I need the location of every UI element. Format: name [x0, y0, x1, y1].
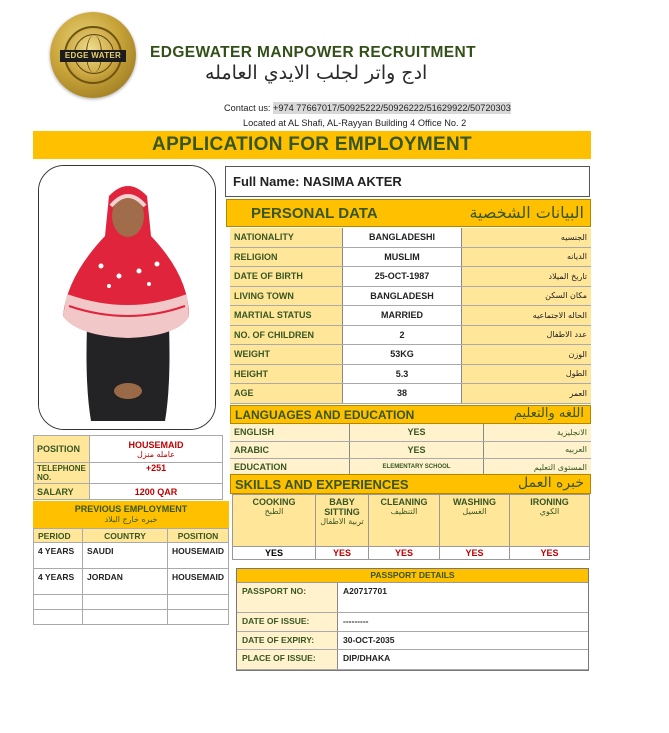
- position-label: POSITION: [34, 436, 90, 463]
- skills-header: [230, 474, 591, 494]
- employment-country: JORDAN: [83, 569, 168, 595]
- skills-title-en: SKILLS AND EXPERIENCES: [235, 477, 409, 492]
- field-label: NO. OF CHILDREN: [230, 325, 343, 345]
- language-value: ELEMENTARY SCHOOL: [350, 459, 484, 477]
- passport-details: [236, 568, 589, 671]
- language-value: YES: [350, 424, 484, 441]
- language-row: [230, 424, 591, 441]
- skill-label-ar: التنظيف: [390, 507, 418, 516]
- passport-details-header: PASSPORT DETAILS: [237, 569, 588, 583]
- empty-cell: [83, 610, 168, 625]
- language-value: YES: [350, 441, 484, 459]
- employment-period: 4 YEARS: [34, 543, 83, 569]
- full-name: Full Name: NASIMA AKTER: [225, 166, 590, 197]
- field-value: MARRIED: [343, 306, 462, 326]
- empty-cell: [34, 610, 83, 625]
- field-label: MARTIAL STATUS: [230, 306, 343, 326]
- personal-data-row: [230, 384, 591, 404]
- field-label-ar: العمر: [462, 384, 592, 404]
- employment-row-empty: [34, 595, 229, 610]
- passport-row: [237, 631, 588, 649]
- passport-table: [237, 583, 588, 670]
- skill-value: YES: [510, 547, 590, 560]
- field-label-ar: الديانه: [462, 247, 592, 267]
- passport-value: A20717701: [338, 583, 589, 612]
- skill-label-ar: تربية الاطفال: [320, 517, 364, 526]
- skill-header: [233, 495, 316, 547]
- field-value: BANGLADESH: [343, 286, 462, 306]
- field-value: 5.3: [343, 364, 462, 384]
- passport-row: [237, 612, 588, 631]
- field-label: LIVING TOWN: [230, 286, 343, 306]
- column-header-position: POSITION: [168, 529, 229, 543]
- column-header-period: PERIOD: [34, 529, 83, 543]
- languages-title-en: LANGUAGES AND EDUCATION: [235, 408, 415, 422]
- skill-header: [440, 495, 510, 547]
- position-value: [90, 436, 223, 463]
- field-value: 2: [343, 325, 462, 345]
- previous-employment-title-en: PREVIOUS EMPLOYMENT: [74, 504, 188, 514]
- employment-row-empty: [34, 610, 229, 625]
- skill-label-ar: الكوي: [539, 507, 560, 516]
- job-info-table: [33, 435, 223, 500]
- applicant-photo-illustration: [39, 166, 216, 430]
- field-label-ar: الجنسيه: [462, 228, 592, 247]
- employment-row: [34, 569, 229, 595]
- language-label: ENGLISH: [230, 424, 350, 441]
- personal-data-title-en: PERSONAL DATA: [251, 205, 378, 222]
- languages-header: [230, 405, 591, 424]
- employment-row: [34, 543, 229, 569]
- logo-text: EDGE WATER: [60, 50, 126, 62]
- salary-label: SALARY: [34, 484, 90, 500]
- company-name-en: EDGEWATER MANPOWER RECRUITMENT: [150, 44, 477, 61]
- skill-header: [316, 495, 369, 547]
- company-logo: [50, 12, 136, 98]
- field-label: AGE: [230, 384, 343, 404]
- personal-data-title-ar: البيانات الشخصية: [469, 203, 584, 222]
- language-label-ar: العربيه: [484, 441, 592, 459]
- field-value: 38: [343, 384, 462, 404]
- field-label-ar: عدد الاطفال: [462, 325, 592, 345]
- skill-value: YES: [233, 547, 316, 560]
- employment-country: SAUDI: [83, 543, 168, 569]
- field-value: 25-OCT-1987: [343, 267, 462, 287]
- field-label-ar: مكان السكن: [462, 286, 592, 306]
- salary-value: 1200 QAR: [90, 484, 223, 500]
- language-row: [230, 441, 591, 459]
- field-value: MUSLIM: [343, 247, 462, 267]
- position-value-en: HOUSEMAID: [128, 439, 184, 450]
- skill-label: BABY SITTING: [324, 497, 360, 517]
- personal-data-row: [230, 306, 591, 326]
- title-bar: [33, 131, 591, 159]
- column-header-country: COUNTRY: [83, 529, 168, 543]
- contact-numbers: +974 77667017/50925222/50926222/51629922/50720303: [273, 103, 511, 113]
- field-label: WEIGHT: [230, 345, 343, 365]
- previous-employment-header: [33, 501, 229, 528]
- previous-employment-table: [33, 528, 229, 625]
- passport-value: 30-OCT-2035: [338, 631, 589, 649]
- skill-value: YES: [369, 547, 440, 560]
- field-value: 53KG: [343, 345, 462, 365]
- passport-label: PASSPORT NO:: [237, 583, 338, 612]
- personal-data-table: [230, 228, 591, 404]
- skill-value: YES: [440, 547, 510, 560]
- language-label: ARABIC: [230, 441, 350, 459]
- telephone-label: TELEPHONE NO.: [34, 463, 90, 484]
- skill-label: WASHING: [452, 497, 496, 507]
- passport-label: DATE OF ISSUE:: [237, 612, 338, 631]
- language-label-ar: الانجليزية: [484, 424, 592, 441]
- telephone-value: +251: [90, 463, 223, 484]
- empty-cell: [83, 595, 168, 610]
- passport-value: DIP/DHAKA: [338, 649, 589, 669]
- skill-header: [369, 495, 440, 547]
- personal-data-row: [230, 267, 591, 287]
- languages-title-ar: اللغه والتعليم: [513, 406, 584, 421]
- personal-data-row: [230, 286, 591, 306]
- languages-table: [230, 424, 591, 477]
- logo-seal: [64, 26, 122, 84]
- previous-employment-title-ar: خبره خارج البلاد: [104, 515, 158, 524]
- field-label: HEIGHT: [230, 364, 343, 384]
- skills-title-ar: خبره العمل: [518, 475, 584, 491]
- passport-label: DATE OF EXPIRY:: [237, 631, 338, 649]
- employment-position: HOUSEMAID: [168, 569, 229, 595]
- field-label-ar: تاريخ الميلاد: [462, 267, 592, 287]
- contact-label: Contact us:: [224, 103, 274, 113]
- field-label: RELIGION: [230, 247, 343, 267]
- address: Located at AL Shafi, AL-Rayyan Building 4 Office No. 2: [243, 118, 467, 128]
- contact-line: [224, 103, 511, 113]
- passport-row: [237, 649, 588, 669]
- field-label: DATE OF BIRTH: [230, 267, 343, 287]
- employment-position: HOUSEMAID: [168, 543, 229, 569]
- applicant-photo: [38, 165, 216, 430]
- field-label: NATIONALITY: [230, 228, 343, 247]
- personal-data-row: [230, 247, 591, 267]
- language-label-ar: المستوى التعليم: [484, 459, 592, 477]
- skill-label: IRONING: [530, 497, 569, 507]
- empty-cell: [34, 595, 83, 610]
- position-value-ar: عامله منزل: [137, 449, 175, 459]
- empty-cell: [168, 595, 229, 610]
- personal-data-row: [230, 228, 591, 247]
- skill-label-ar: الطبخ: [264, 507, 284, 516]
- employment-period: 4 YEARS: [34, 569, 83, 595]
- skill-value: YES: [316, 547, 369, 560]
- page-title: APPLICATION FOR EMPLOYMENT: [152, 134, 472, 155]
- empty-cell: [168, 610, 229, 625]
- passport-label: PLACE OF ISSUE:: [237, 649, 338, 669]
- field-label-ar: الطول: [462, 364, 592, 384]
- personal-data-row: [230, 345, 591, 365]
- passport-value: ---------: [338, 612, 589, 631]
- passport-row: [237, 583, 588, 612]
- skill-label: CLEANING: [380, 497, 428, 507]
- personal-data-header: [226, 199, 591, 227]
- company-name-ar: ادج واتر لجلب الايدي العامله: [205, 62, 428, 84]
- field-label-ar: الحاله الاجتماعيه: [462, 306, 592, 326]
- skill-label: COOKING: [252, 497, 296, 507]
- skill-header: [510, 495, 590, 547]
- field-label-ar: الوزن: [462, 345, 592, 365]
- language-label: EDUCATION: [230, 459, 350, 477]
- personal-data-row: [230, 325, 591, 345]
- personal-data-row: [230, 364, 591, 384]
- field-value: BANGLADESHI: [343, 228, 462, 247]
- skill-label-ar: الغسيل: [462, 507, 487, 516]
- skills-table: [232, 494, 590, 560]
